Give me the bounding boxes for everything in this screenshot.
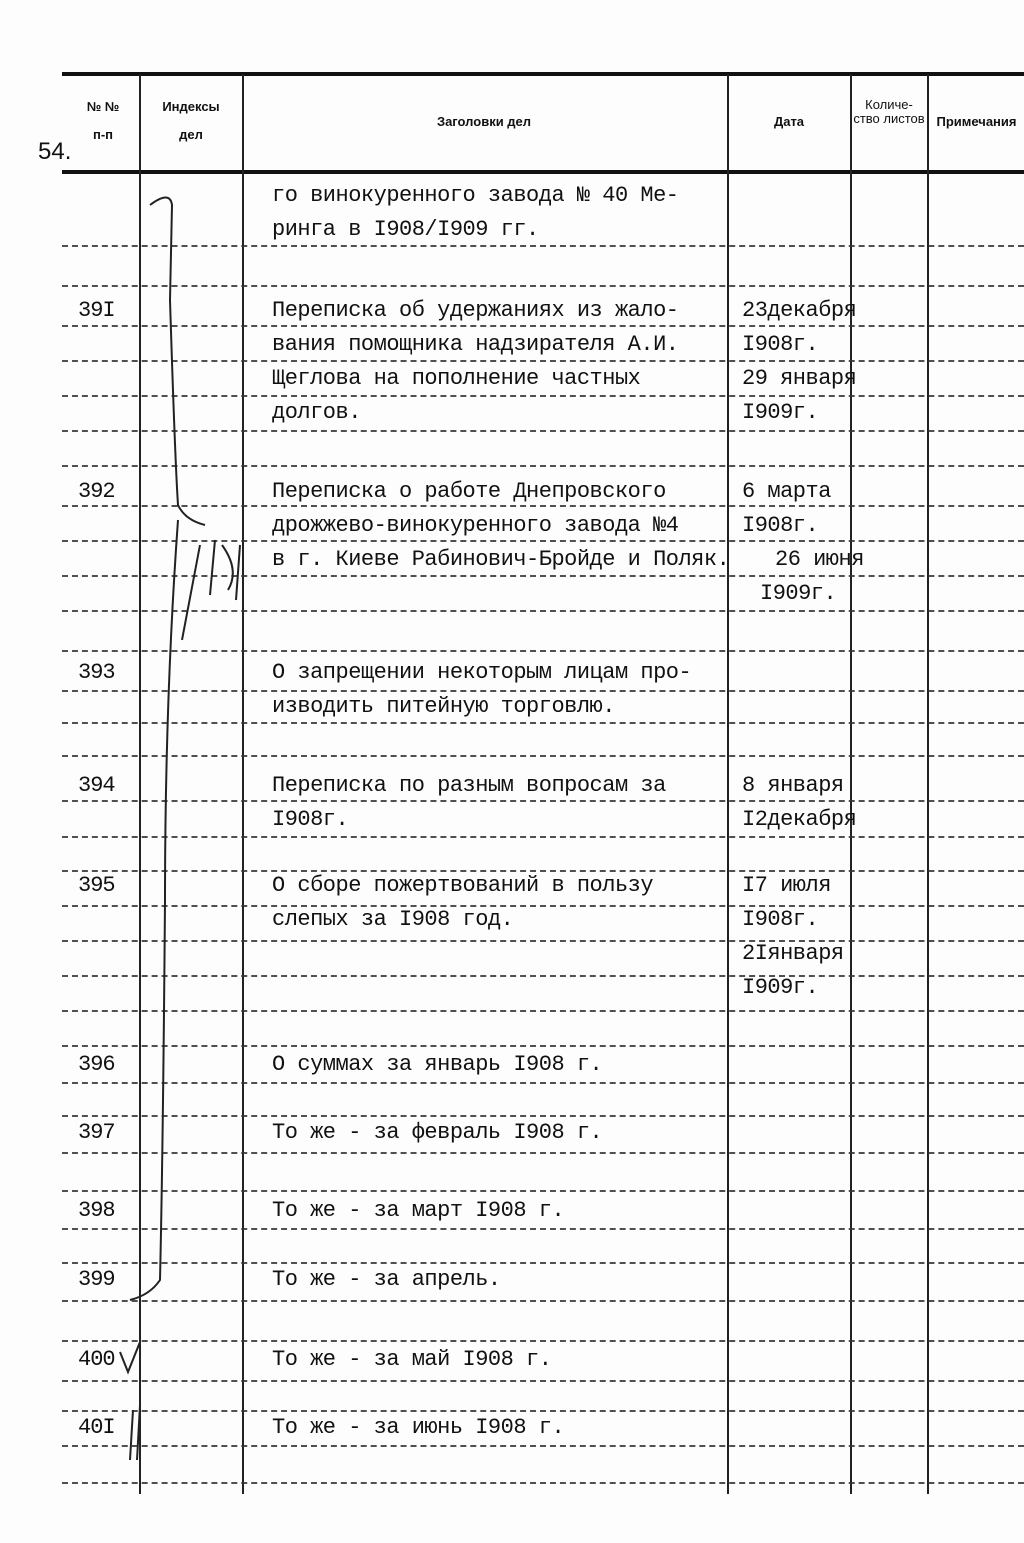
entry-title-line: Переписка по разным вопросам за <box>272 773 666 798</box>
entry-title-line: То же - за май I908 г. <box>272 1347 552 1372</box>
entry-number: 40I <box>78 1415 115 1440</box>
entry-date-line: I908г. <box>742 513 819 538</box>
entry-title-line: Переписка о работе Днепровского <box>272 479 666 504</box>
header-number-sub: п-п <box>92 127 114 142</box>
header-count: Количе-ство листов <box>853 97 925 126</box>
entry-number: 395 <box>78 873 115 898</box>
entry-title-line: О сборе пожертвований в пользу <box>272 873 654 898</box>
entry-title-line: в г. Киеве Рабинович-Бройде и Поляк. <box>272 547 730 572</box>
entry-date-line: I908г. <box>742 907 819 932</box>
entry-number: 39I <box>78 298 115 323</box>
entry-title-line: дрожжево-винокуренного завода №4 <box>272 513 679 538</box>
entry-title-line: изводить питейную торговлю. <box>272 694 615 719</box>
page-number: 54. <box>38 138 72 165</box>
entry-date-line: 2Iянваря <box>742 941 844 966</box>
entry-title-line: I908г. <box>272 807 349 832</box>
header-titles: Заголовки дел <box>436 114 532 129</box>
entry-date-line: I909г. <box>742 975 819 1000</box>
header-date: Дата <box>773 114 805 129</box>
entry-title-line: То же - за апрель. <box>272 1267 501 1292</box>
header-notes: Примечания <box>936 114 1017 129</box>
entry-title-line: вания помощника надзирателя А.И. <box>272 332 679 357</box>
entry-date-line: 26 июня <box>775 547 864 572</box>
entry-number: 397 <box>78 1120 115 1145</box>
entry-title-line: ринга в I908/I909 гг. <box>272 217 539 242</box>
entry-title-line: То же - за февраль I908 г. <box>272 1120 603 1145</box>
entry-date-line: I908г. <box>742 332 819 357</box>
entry-title-line: Щеглова на пополнение частных <box>272 366 641 391</box>
entry-number: 399 <box>78 1267 115 1292</box>
entry-number: 393 <box>78 660 115 685</box>
entry-number: 396 <box>78 1052 115 1077</box>
entry-number: 398 <box>78 1198 115 1223</box>
header-index-sub: дел <box>179 127 203 142</box>
entry-title-line: О суммах за январь I908 г. <box>272 1052 603 1077</box>
header-number-label: № № <box>86 99 120 114</box>
entry-title-line: го винокуренного завода № 40 Ме- <box>272 183 679 208</box>
entry-number: 400 <box>78 1347 115 1372</box>
header-index-label: Индексы <box>162 99 220 114</box>
entry-date-line: 29 января <box>742 366 857 391</box>
entry-date-line: I2декабря <box>742 807 857 832</box>
entry-date-line: I7 июля <box>742 873 831 898</box>
entry-date-line: 8 января <box>742 773 844 798</box>
entry-title-line: слепых за I908 год. <box>272 907 514 932</box>
entry-title-line: То же - за март I908 г. <box>272 1198 565 1223</box>
entry-title-line: То же - за июнь I908 г. <box>272 1415 565 1440</box>
entry-title-line: долгов. <box>272 400 361 425</box>
entry-date-line: I909г. <box>742 400 819 425</box>
entry-date-line: 6 марта <box>742 479 831 504</box>
entry-number: 394 <box>78 773 115 798</box>
entry-date-line: 23декабря <box>742 298 857 323</box>
entry-title-line: Переписка об удержаниях из жало- <box>272 298 679 323</box>
entry-title-line: О запрещении некоторым лицам про- <box>272 660 692 685</box>
entry-date-line: I909г. <box>760 581 837 606</box>
entry-number: 392 <box>78 479 115 504</box>
